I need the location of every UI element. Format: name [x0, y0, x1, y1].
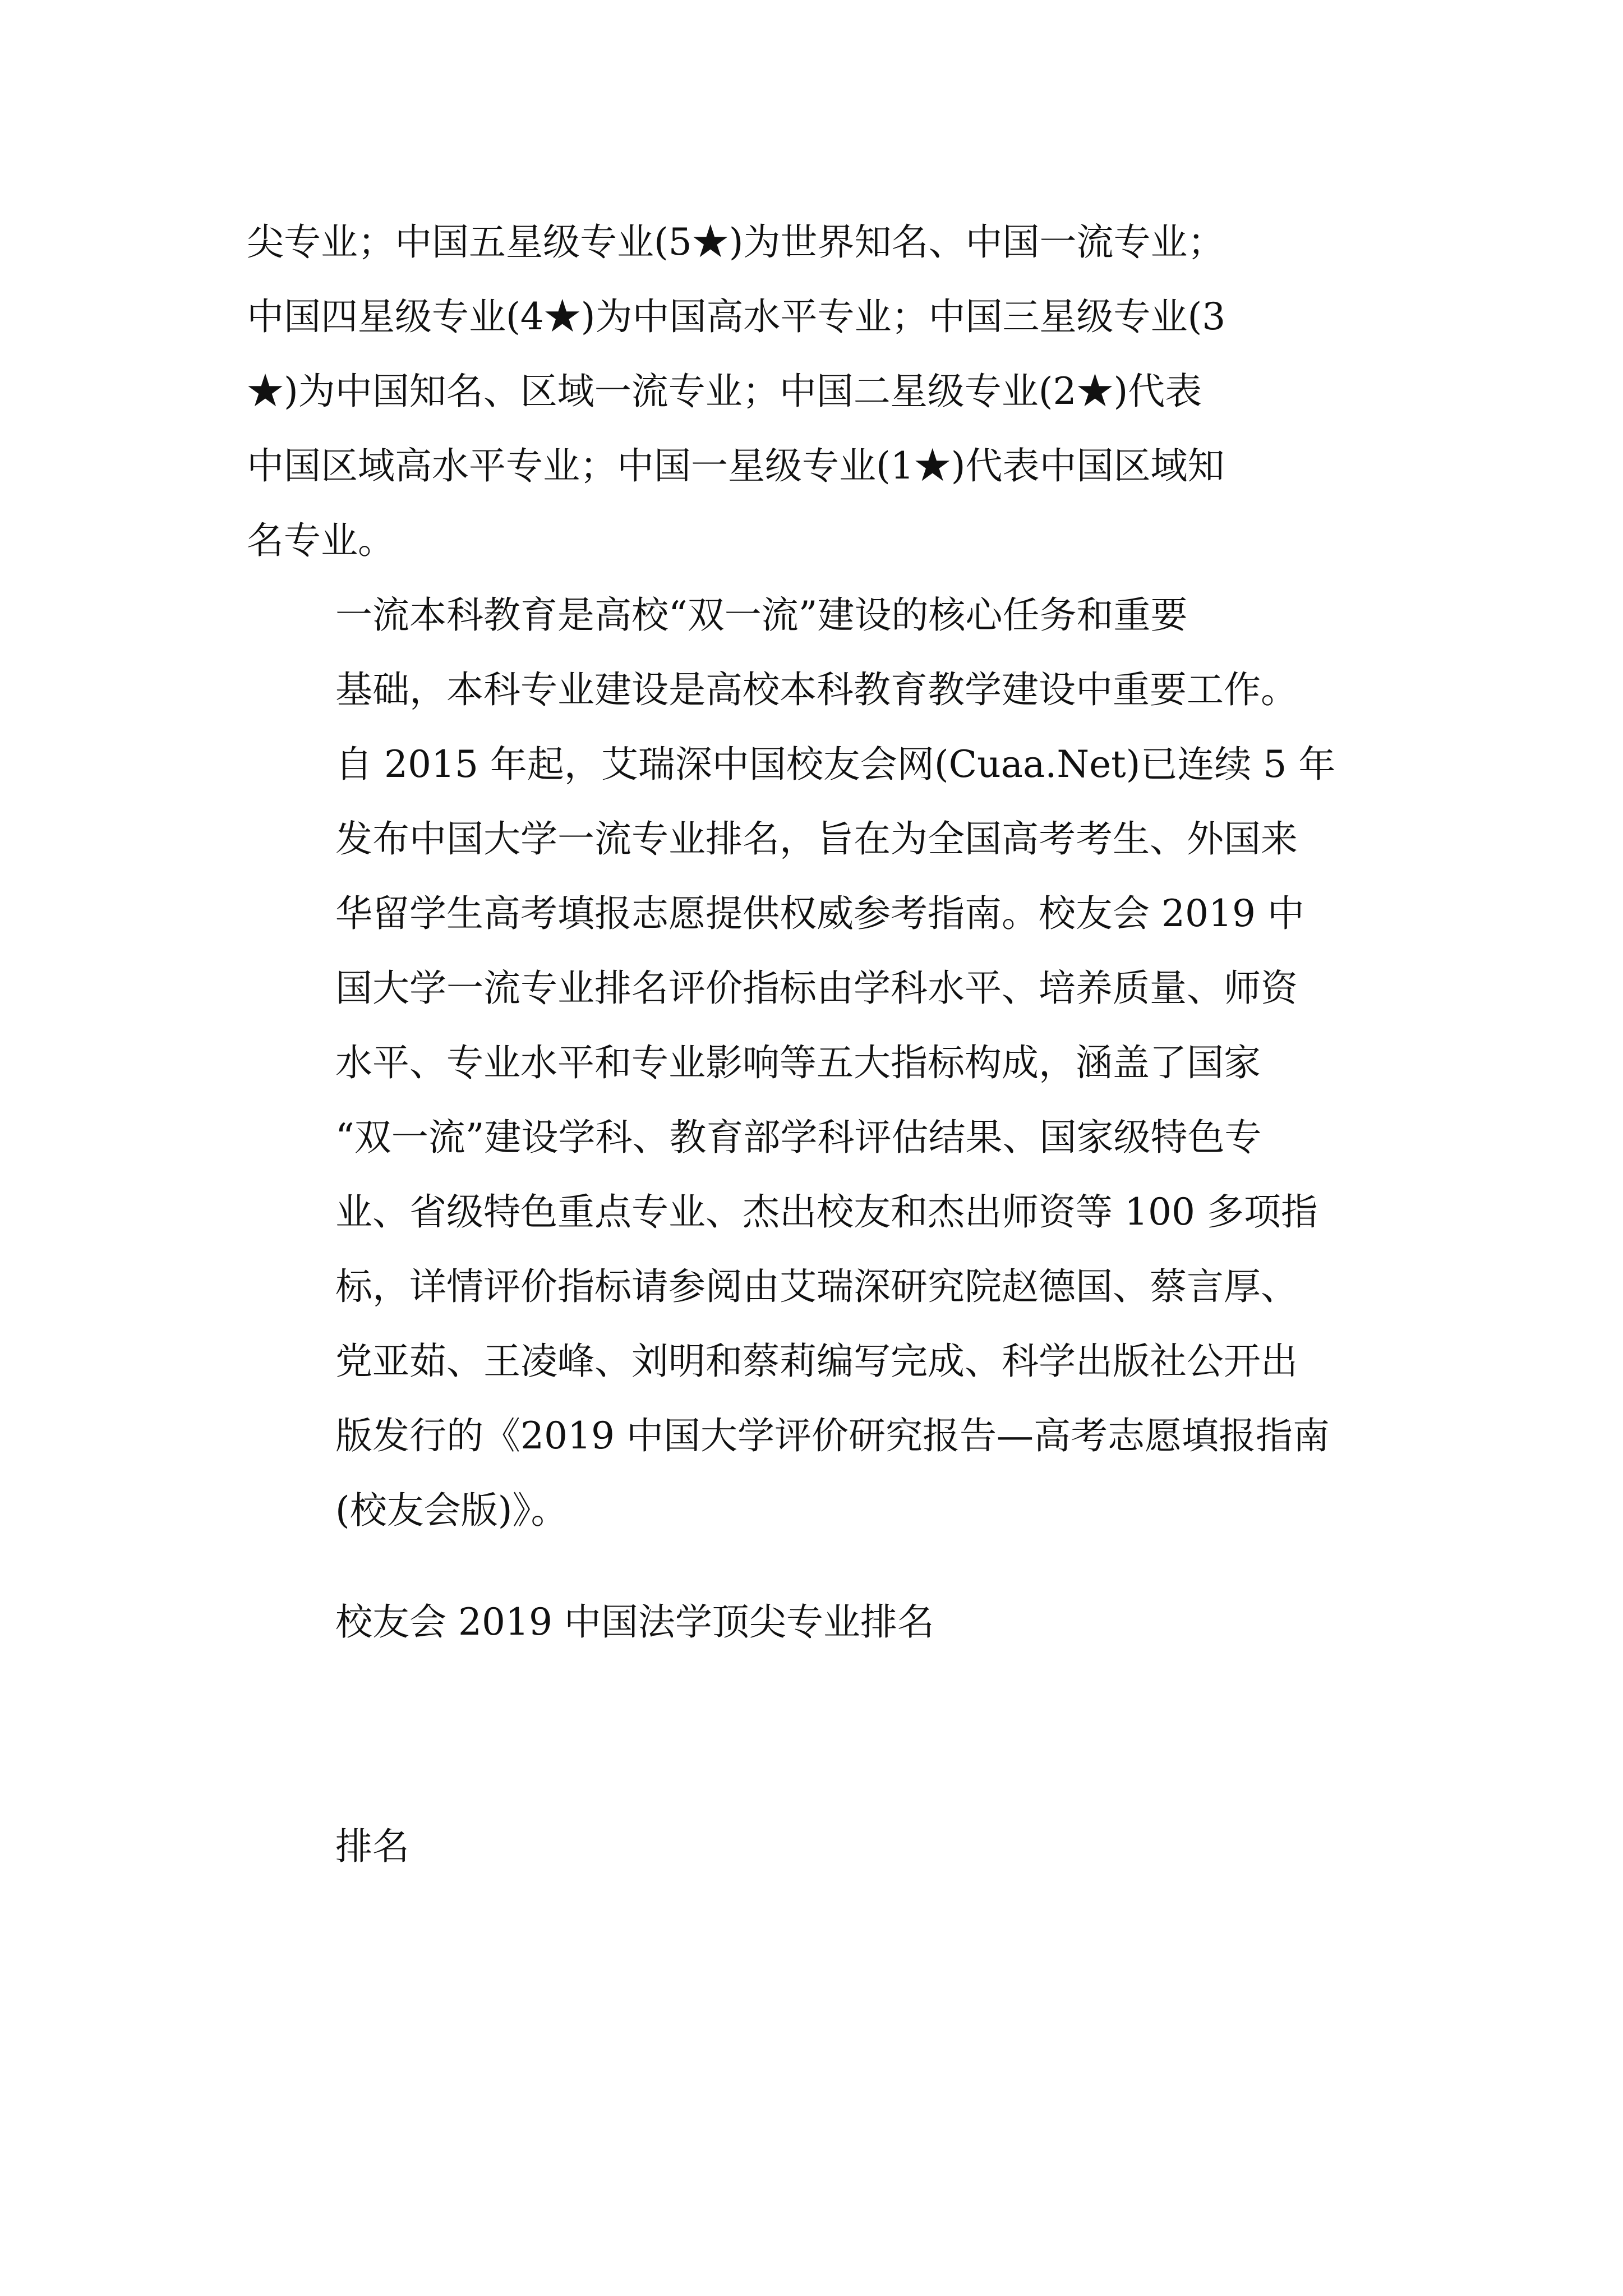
paragraph-line: 自 2015 年起，艾瑞深中国校友会网(Cuaa.Net)已连续 5 年	[335, 743, 1336, 786]
paragraph-line: 发布中国大学一流专业排名，旨在为全国高考考生、外国来	[335, 817, 1298, 861]
paragraph-line: 标，详情评价指标请参阅由艾瑞深研究院赵德国、蔡言厚、	[335, 1265, 1298, 1308]
paragraph-line: 水平、专业水平和专业影响等五大指标构成，涵盖了国家	[335, 1041, 1261, 1084]
paragraph-line: 国大学一流专业排名评价指标由学科水平、培养质量、师资	[335, 967, 1298, 1010]
paragraph-line: 中国区域高水平专业；中国一星级专业(1★)代表中国区域知	[247, 444, 1225, 487]
paragraph-star-ratings	[247, 205, 1388, 578]
rank-column-header: 排名	[335, 1825, 409, 1868]
paragraph-line: 版发行的《2019 中国大学评价研究报告—高考志愿填报指南	[335, 1414, 1330, 1457]
paragraph-line: 基础，本科专业建设是高校本科教育教学建设中重要工作。	[335, 668, 1298, 711]
paragraph-line: 中国四星级专业(4★)为中国高水平专业；中国三星级专业(3	[247, 295, 1226, 338]
paragraph-line: 党亚茹、王凌峰、刘明和蔡莉编写完成、科学出版社公开出	[335, 1340, 1298, 1383]
paragraph-line: 尖专业；中国五星级专业(5★)为世界知名、中国一流专业；	[247, 220, 1225, 264]
paragraph-line: 华留学生高考填报志愿提供权威参考指南。校友会 2019 中	[335, 892, 1304, 935]
ranking-title: 校友会 2019 中国法学顶尖专业排名	[335, 1600, 934, 1644]
paragraph-line: (校友会版)》。	[335, 1489, 568, 1532]
paragraph-line: 名专业。	[247, 519, 395, 562]
paragraph-line: “双一流”建设学科、教育部学科评估结果、国家级特色专	[335, 1116, 1262, 1159]
paragraph-line: 一流本科教育是高校“双一流”建设的核心任务和重要	[335, 593, 1188, 637]
paragraph-ranking-intro	[247, 578, 1388, 1548]
paragraph-line: 业、省级特色重点专业、杰出校友和杰出师资等 100 多项指	[335, 1190, 1318, 1234]
paragraph-line: ★)为中国知名、区域一流专业；中国二星级专业(2★)代表	[247, 370, 1202, 413]
